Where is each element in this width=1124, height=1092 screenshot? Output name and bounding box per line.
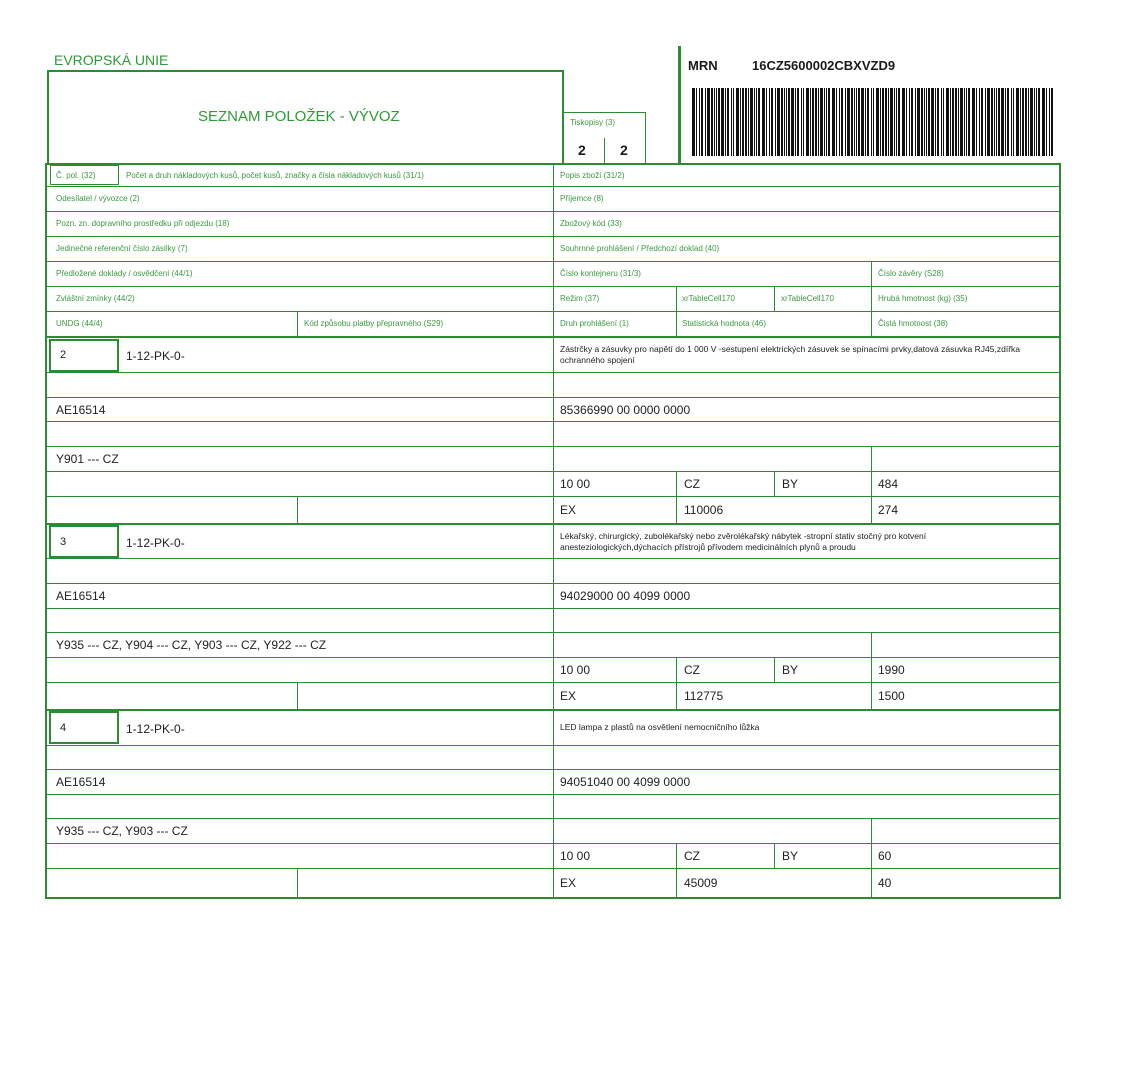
- label-consignor: Odesílatel / vývozce (2): [56, 194, 140, 203]
- barcode-bar: [758, 88, 760, 156]
- barcode-bar: [775, 88, 776, 156]
- item-regime: 10 00: [560, 477, 591, 491]
- barcode-bar: [1038, 88, 1040, 156]
- barcode-bar: [941, 88, 942, 156]
- barcode-bar: [818, 88, 819, 156]
- label-ucr: Jedinečné referenční číslo zásilky (7): [56, 244, 188, 253]
- barcode-bar: [707, 88, 710, 156]
- label-stat-value: Statistická hodnota (46): [682, 319, 767, 328]
- mrn-value: 16CZ5600002CBXVZD9: [752, 58, 896, 73]
- barcode-bar: [943, 88, 944, 156]
- barcode-bar: [890, 88, 893, 156]
- barcode-bar: [865, 88, 866, 156]
- barcode-bar: [937, 88, 939, 156]
- label-goods: Popis zboží (31/2): [560, 171, 625, 180]
- item-net-mass: 274: [878, 503, 899, 517]
- barcode-bar: [1030, 88, 1033, 156]
- barcode-bar: [911, 88, 913, 156]
- barcode-bar: [917, 88, 920, 156]
- barcode-bar: [858, 88, 860, 156]
- barcode-bar: [701, 88, 703, 156]
- label-gross: Hrubá hmotnost (kg) (35): [878, 294, 968, 303]
- item-documents: Y935 --- CZ, Y903 --- CZ: [56, 824, 188, 838]
- barcode-bar: [950, 88, 951, 156]
- barcode-bar: [841, 88, 843, 156]
- forms-label: Tiskopisy (3): [570, 118, 616, 127]
- barcode-bar: [696, 88, 697, 156]
- barcode-bar: [952, 88, 954, 156]
- barcode-bar: [797, 88, 799, 156]
- item-documents: Y901 --- CZ: [56, 452, 119, 466]
- barcode-bar: [867, 88, 869, 156]
- barcode-bar: [996, 88, 997, 156]
- barcode-bar: [1011, 88, 1012, 156]
- barcode-bar: [985, 88, 986, 156]
- item-number: 3: [60, 536, 67, 548]
- barcode-bar: [766, 88, 767, 156]
- item-description: Lékařský, chirurgický, zubolékařský nebo zvěrolékařský nábytek -stropní stativ stočný pro kotvení anesteziologických,dýchacích přístrojů přívodem medicinálních plynů a proudu: [560, 531, 927, 552]
- barcode-bar: [955, 88, 957, 156]
- label-vehicle: Pozn. zn. dopravního prostředku při odjezdu (18): [56, 219, 230, 228]
- item-commodity-code: 85366990 00 0000 0000: [560, 403, 691, 417]
- barcode-bar: [1025, 88, 1027, 156]
- barcode-bar: [736, 88, 739, 156]
- label-seal: Číslo závěry (S28): [878, 269, 944, 278]
- barcode-bar: [756, 88, 757, 156]
- barcode-bar: [795, 88, 796, 156]
- item-reference: 1-12-PK-0-: [126, 536, 185, 550]
- barcode-bar: [987, 88, 990, 156]
- barcode-bar: [981, 88, 983, 156]
- label-payment: Kód způsobu platby přepravného (S29): [304, 319, 444, 328]
- item-consignor: AE16514: [56, 589, 106, 603]
- barcode-bar: [733, 88, 734, 156]
- barcode-bar: [762, 88, 765, 156]
- item-gross-mass: 60: [878, 849, 892, 863]
- item-consignor: AE16514: [56, 775, 106, 789]
- barcode-bar: [935, 88, 936, 156]
- barcode-bar: [909, 88, 910, 156]
- item-country: CZ: [684, 477, 700, 491]
- barcode-bar: [781, 88, 783, 156]
- label-summary: Souhrnné prohlášení / Předchozí doklad (40): [560, 244, 720, 253]
- barcode-bar: [769, 88, 770, 156]
- item-reference: 1-12-PK-0-: [126, 349, 185, 363]
- barcode-bar: [725, 88, 726, 156]
- label-undg: UNDG (44/4): [56, 319, 103, 328]
- barcode-bar: [786, 88, 787, 156]
- barcode-bar: [806, 88, 809, 156]
- label-commodity: Zbožový kód (33): [560, 219, 622, 228]
- mrn-label: MRN: [688, 58, 718, 73]
- item-gross-mass: 1990: [878, 663, 905, 677]
- item-reference: 1-12-PK-0-: [126, 722, 185, 736]
- barcode-bar: [968, 88, 970, 156]
- item-statistical-value: 110006: [684, 503, 724, 517]
- barcode-bar: [721, 88, 724, 156]
- barcode-bar: [1034, 88, 1035, 156]
- barcode-bar: [998, 88, 1000, 156]
- barcode-bar: [856, 88, 857, 156]
- barcode-bar: [791, 88, 794, 156]
- barcode-bar: [991, 88, 993, 156]
- label-regime: Režim (37): [560, 294, 600, 303]
- barcode-bar: [894, 88, 895, 156]
- barcode-bar: [847, 88, 850, 156]
- barcode-bar: [921, 88, 923, 156]
- barcode-image: [692, 88, 1056, 156]
- barcode-bar: [915, 88, 916, 156]
- barcode-bar: [716, 88, 717, 156]
- label-packages: Počet a druh nákladových kusů, počet kusů, značky a čísla nákladových kusů (31/1): [126, 171, 424, 180]
- label-net: Čistá hmotnost (38): [878, 319, 948, 328]
- item-consignor: AE16514: [56, 403, 106, 417]
- barcode-bar: [828, 88, 830, 156]
- item-commodity-code: 94051040 00 4099 0000: [560, 775, 691, 789]
- label-item-no: Č. pol. (32): [56, 171, 96, 180]
- label-docs: Předložené doklady / osvědčení (44/1): [56, 269, 193, 278]
- item-declaration-type: EX: [560, 689, 577, 703]
- item-destination: BY: [782, 663, 799, 677]
- barcode-bar: [784, 88, 785, 156]
- barcode-bar: [692, 88, 695, 156]
- item-regime: 10 00: [560, 663, 591, 677]
- barcode-bar: [754, 88, 755, 156]
- item-net-mass: 1500: [878, 689, 905, 703]
- item-description: LED lampa z plastů na osvětlení nemocničního lůžka: [560, 722, 760, 732]
- barcode-bar: [1020, 88, 1021, 156]
- barcode-bar: [1046, 88, 1047, 156]
- barcode-bar: [898, 88, 900, 156]
- barcode-bar: [1042, 88, 1045, 156]
- item-documents: Y935 --- CZ, Y904 --- CZ, Y903 --- CZ, Y922 --- CZ: [56, 638, 327, 652]
- barcode-bar: [1028, 88, 1029, 156]
- barcode-bar: [994, 88, 995, 156]
- barcode-bar: [966, 88, 967, 156]
- barcode-bar: [803, 88, 804, 156]
- barcode-bar: [711, 88, 713, 156]
- barcode-bar: [1051, 88, 1053, 156]
- barcode-bar: [906, 88, 907, 156]
- barcode-bar: [851, 88, 853, 156]
- barcode-bar: [810, 88, 811, 156]
- item-commodity-code: 94029000 00 4099 0000: [560, 589, 691, 603]
- barcode-bar: [1036, 88, 1037, 156]
- barcode-bar: [836, 88, 837, 156]
- item-country: CZ: [684, 663, 700, 677]
- barcode-bar: [960, 88, 963, 156]
- barcode-bar: [880, 88, 881, 156]
- item-statistical-value: 45009: [684, 876, 718, 890]
- barcode-bar: [902, 88, 905, 156]
- barcode-bar: [826, 88, 827, 156]
- barcode-bar: [928, 88, 930, 156]
- barcode-bar: [771, 88, 773, 156]
- barcode-bar: [1005, 88, 1006, 156]
- item-net-mass: 40: [878, 876, 892, 890]
- forms-count-a: 2: [578, 142, 586, 158]
- barcode-bar: [926, 88, 927, 156]
- barcode-bar: [946, 88, 949, 156]
- barcode-bar: [882, 88, 884, 156]
- barcode-bar: [871, 88, 872, 156]
- barcode-bar: [742, 88, 744, 156]
- barcode-bar: [839, 88, 840, 156]
- label-consignee: Příjemce (8): [560, 194, 604, 203]
- barcode-bar: [885, 88, 887, 156]
- barcode-bar: [888, 88, 889, 156]
- barcode-bar: [714, 88, 715, 156]
- barcode-bar: [876, 88, 879, 156]
- item-number: 4: [60, 722, 67, 734]
- item-gross-mass: 484: [878, 477, 899, 491]
- barcode-bar: [748, 88, 749, 156]
- barcode-bar: [1022, 88, 1024, 156]
- barcode-bar: [1001, 88, 1004, 156]
- barcode-bar: [731, 88, 732, 156]
- barcode-bar: [718, 88, 720, 156]
- barcode-bar: [832, 88, 835, 156]
- barcode-bar: [861, 88, 864, 156]
- barcode-bar: [976, 88, 977, 156]
- barcode-bar: [964, 88, 965, 156]
- label-special: Zvláštní zmínky (44/2): [56, 294, 135, 303]
- barcode-bar: [1049, 88, 1050, 156]
- item-statistical-value: 112775: [684, 689, 724, 703]
- barcode-bar: [824, 88, 825, 156]
- barcode-bar: [699, 88, 700, 156]
- barcode-bar: [750, 88, 753, 156]
- barcode-bar: [873, 88, 874, 156]
- page-title: SEZNAM POLOŽEK - VÝVOZ: [198, 108, 400, 125]
- item-regime: 10 00: [560, 849, 591, 863]
- label-cell-b: xrTableCell170: [781, 294, 834, 303]
- label-container: Číslo kontejneru (31/3): [560, 269, 641, 278]
- barcode-bar: [931, 88, 934, 156]
- barcode-bar: [972, 88, 975, 156]
- barcode-bar: [801, 88, 802, 156]
- barcode-bar: [845, 88, 846, 156]
- label-cell-a: xrTableCell170: [682, 294, 735, 303]
- barcode-bar: [896, 88, 897, 156]
- forms-count-b: 2: [620, 142, 628, 158]
- item-description: Zástrčky a zásuvky pro napětí do 1 000 V -sestupení elektrických zásuvek se spínacími prvky,datová zásuvka RJ45,zdířka ochranného spojení: [560, 344, 1020, 365]
- item-destination: BY: [782, 849, 799, 863]
- item-country: CZ: [684, 849, 700, 863]
- barcode-bar: [979, 88, 980, 156]
- barcode-bar: [777, 88, 780, 156]
- barcode-bar: [815, 88, 817, 156]
- item-declaration-type: EX: [560, 876, 577, 890]
- barcode-bar: [854, 88, 855, 156]
- barcode-bar: [788, 88, 790, 156]
- barcode-bar: [924, 88, 925, 156]
- barcode-bar: [745, 88, 747, 156]
- barcode-bar: [727, 88, 729, 156]
- item-declaration-type: EX: [560, 503, 577, 517]
- union-label: EVROPSKÁ UNIE: [54, 52, 169, 68]
- item-number: 2: [60, 349, 67, 361]
- barcode-bar: [1016, 88, 1019, 156]
- barcode-bar: [1013, 88, 1014, 156]
- item-destination: BY: [782, 477, 799, 491]
- barcode-bar: [958, 88, 959, 156]
- barcode-bar: [705, 88, 706, 156]
- barcode-bar: [812, 88, 814, 156]
- label-decl-type: Druh prohlášení (1): [560, 319, 629, 328]
- barcode-bar: [820, 88, 823, 156]
- barcode-bar: [1007, 88, 1009, 156]
- barcode-bar: [740, 88, 741, 156]
